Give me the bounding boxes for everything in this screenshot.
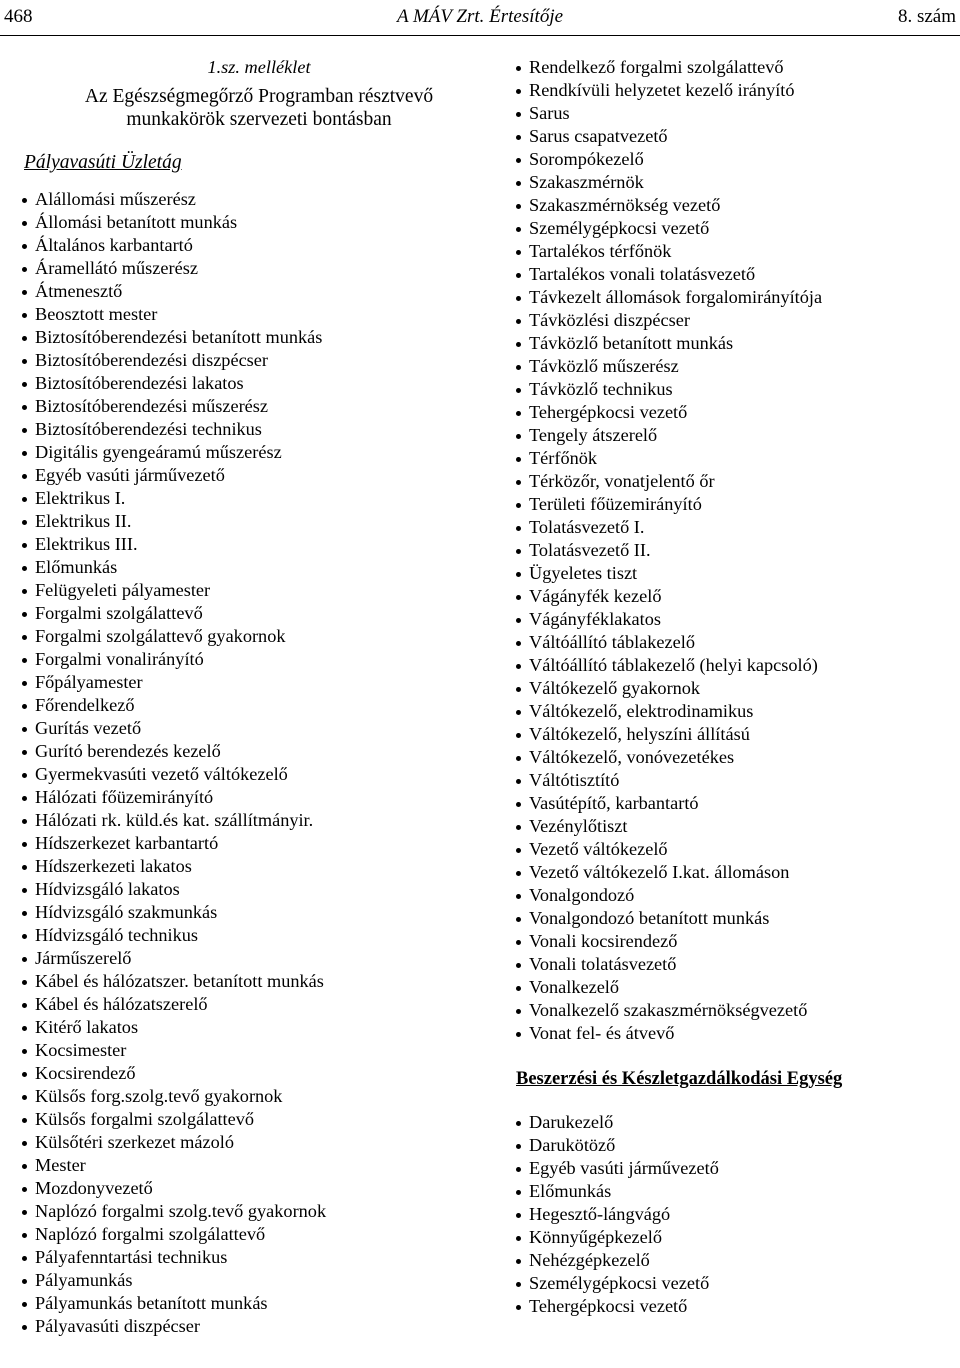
list-item: Naplózó forgalmi szolgálattevő (20, 1223, 480, 1246)
list-item: Külsős forgalmi szolgálattevő (20, 1108, 480, 1131)
document-title-line-1: Az Egészségmegőrző Programban résztvevő (84, 86, 434, 107)
list-item: Kocsirendező (20, 1062, 480, 1085)
list-item: Sarus csapatvezető (514, 125, 954, 148)
list-item: Távközlési diszpécser (514, 309, 954, 332)
list-item: Kábel és hálózatszerelő (20, 993, 480, 1016)
list-item: Váltókezelő, vonóvezetékes (514, 746, 954, 769)
list-item: Vonali tolatásvezető (514, 953, 954, 976)
list-item: Naplózó forgalmi szolg.tevő gyakornok (20, 1200, 480, 1223)
list-item: Vonalgondozó betanított munkás (514, 907, 954, 930)
list-item: Áramellátó műszerész (20, 257, 480, 280)
job-list-left (20, 188, 480, 1338)
list-item: Vonali kocsirendező (514, 930, 954, 953)
list-item: Külsős forg.szolg.tevő gyakornok (20, 1085, 480, 1108)
list-item: Járműszerelő (20, 947, 480, 970)
list-item: Tolatásvezető II. (514, 539, 954, 562)
list-item: Egyéb vasúti járművezető (20, 464, 480, 487)
list-item: Forgalmi szolgálattevő gyakornok (20, 625, 480, 648)
list-item: Biztosítóberendezési műszerész (20, 395, 480, 418)
list-item: Váltókezelő, elektrodinamikus (514, 700, 954, 723)
list-item: Beosztott mester (20, 303, 480, 326)
list-item: Hálózati rk. küld.és kat. szállítmányir. (20, 809, 480, 832)
header-rule (0, 35, 960, 36)
page-number: 468 (4, 6, 33, 27)
list-item: Személygépkocsi vezető (514, 1272, 954, 1295)
list-item: Kitérő lakatos (20, 1016, 480, 1039)
list-item: Mester (20, 1154, 480, 1177)
list-item: Váltóállító táblakezelő (514, 631, 954, 654)
issue-number: 8. szám (897, 6, 956, 27)
list-item: Általános karbantartó (20, 234, 480, 257)
annex-label: 1.sz. melléklet (207, 57, 311, 77)
list-item: Váltókezelő, helyszíni állítású (514, 723, 954, 746)
list-item: Vonalkezelő (514, 976, 954, 999)
list-item: Térfőnök (514, 447, 954, 470)
list-item: Elektrikus II. (20, 510, 480, 533)
list-item: Pályamunkás (20, 1269, 480, 1292)
list-item: Gurító berendezés kezelő (20, 740, 480, 763)
list-item: Főrendelkező (20, 694, 480, 717)
list-item: Előmunkás (514, 1180, 954, 1203)
list-item: Hídvizsgáló szakmunkás (20, 901, 480, 924)
list-item: Váltótisztító (514, 769, 954, 792)
list-item: Tehergépkocsi vezető (514, 1295, 954, 1318)
unit-heading-palyavasuti: Pályavasúti Üzletág (24, 152, 182, 173)
list-item: Tolatásvezető I. (514, 516, 954, 539)
list-item: Távközlő betanított munkás (514, 332, 954, 355)
list-item: Előmunkás (20, 556, 480, 579)
list-item: Vonat fel- és átvevő (514, 1022, 954, 1045)
list-item: Könnyűgépkezelő (514, 1226, 954, 1249)
list-item: Pályamunkás betanított munkás (20, 1292, 480, 1315)
list-item: Hídvizsgáló lakatos (20, 878, 480, 901)
list-item: Elektrikus III. (20, 533, 480, 556)
list-item: Átmenesztő (20, 280, 480, 303)
unit-heading-beszerzesi: Beszerzési és Készletgazdálkodási Egység (516, 1069, 843, 1089)
list-item: Távközlő műszerész (514, 355, 954, 378)
list-item: Távkezelt állomások forgalomirányítója (514, 286, 954, 309)
list-item: Nehézgépkezelő (514, 1249, 954, 1272)
list-item: Vasútépítő, karbantartó (514, 792, 954, 815)
list-item: Állomási betanított munkás (20, 211, 480, 234)
list-item: Szakaszmérnök (514, 171, 954, 194)
list-item: Pályafenntartási technikus (20, 1246, 480, 1269)
list-item: Tehergépkocsi vezető (514, 401, 954, 424)
list-item: Vezénylőtiszt (514, 815, 954, 838)
list-item: Tartalékos vonali tolatásvezető (514, 263, 954, 286)
list-item: Egyéb vasúti járművezető (514, 1157, 954, 1180)
list-item: Térközőr, vonatjelentő őr (514, 470, 954, 493)
list-item: Biztosítóberendezési diszpécser (20, 349, 480, 372)
document-title-line-2: munkakörök szervezeti bontásban (126, 109, 392, 130)
list-item: Vágányféklakatos (514, 608, 954, 631)
list-item: Darukötöző (514, 1134, 954, 1157)
list-item: Biztosítóberendezési technikus (20, 418, 480, 441)
list-item: Sorompókezelő (514, 148, 954, 171)
list-item: Forgalmi vonalirányító (20, 648, 480, 671)
list-item: Váltóállító táblakezelő (helyi kapcsoló) (514, 654, 954, 677)
list-item: Hídvizsgáló technikus (20, 924, 480, 947)
page-header (0, 0, 960, 36)
list-item: Pályavasúti diszpécser (20, 1315, 480, 1338)
list-item: Kocsimester (20, 1039, 480, 1062)
journal-title: A MÁV Zrt. Értesítője (396, 6, 564, 27)
list-item: Gyermekvasúti vezető váltókezelő (20, 763, 480, 786)
list-item: Főpályamester (20, 671, 480, 694)
list-item: Tengely átszerelő (514, 424, 954, 447)
list-item: Vonalgondozó (514, 884, 954, 907)
list-item: Váltókezelő gyakornok (514, 677, 954, 700)
list-item: Személygépkocsi vezető (514, 217, 954, 240)
list-item: Darukezelő (514, 1111, 954, 1134)
list-item: Vágányfék kezelő (514, 585, 954, 608)
list-item: Gurítás vezető (20, 717, 480, 740)
list-item: Területi főüzemirányító (514, 493, 954, 516)
list-item: Kábel és hálózatszer. betanított munkás (20, 970, 480, 993)
list-item: Távközlő technikus (514, 378, 954, 401)
list-item: Rendelkező forgalmi szolgálattevő (514, 56, 954, 79)
list-item: Felügyeleti pályamester (20, 579, 480, 602)
list-item: Vezető váltókezelő (514, 838, 954, 861)
list-item: Külsőtéri szerkezet mázoló (20, 1131, 480, 1154)
right-column (514, 56, 954, 1318)
list-item: Biztosítóberendezési lakatos (20, 372, 480, 395)
list-item: Hegesztő-lángvágó (514, 1203, 954, 1226)
list-item: Hálózati főüzemirányító (20, 786, 480, 809)
list-item: Hídszerkezeti lakatos (20, 855, 480, 878)
list-item: Alállomási műszerész (20, 188, 480, 211)
left-column (20, 56, 480, 1338)
job-list-beszerzesi (514, 1111, 954, 1318)
list-item: Sarus (514, 102, 954, 125)
list-item: Mozdonyvezető (20, 1177, 480, 1200)
list-item: Szakaszmérnökség vezető (514, 194, 954, 217)
list-item: Biztosítóberendezési betanított munkás (20, 326, 480, 349)
job-list-right (514, 56, 954, 1045)
list-item: Digitális gyengeáramú műszerész (20, 441, 480, 464)
list-item: Ügyeletes tiszt (514, 562, 954, 585)
list-item: Tartalékos térfőnök (514, 240, 954, 263)
list-item: Forgalmi szolgálattevő (20, 602, 480, 625)
list-item: Hídszerkezet karbantartó (20, 832, 480, 855)
list-item: Rendkívüli helyzetet kezelő irányító (514, 79, 954, 102)
list-item: Vezető váltókezelő I.kat. állomáson (514, 861, 954, 884)
list-item: Vonalkezelő szakaszmérnökségvezető (514, 999, 954, 1022)
list-item: Elektrikus I. (20, 487, 480, 510)
document-title (38, 85, 480, 131)
